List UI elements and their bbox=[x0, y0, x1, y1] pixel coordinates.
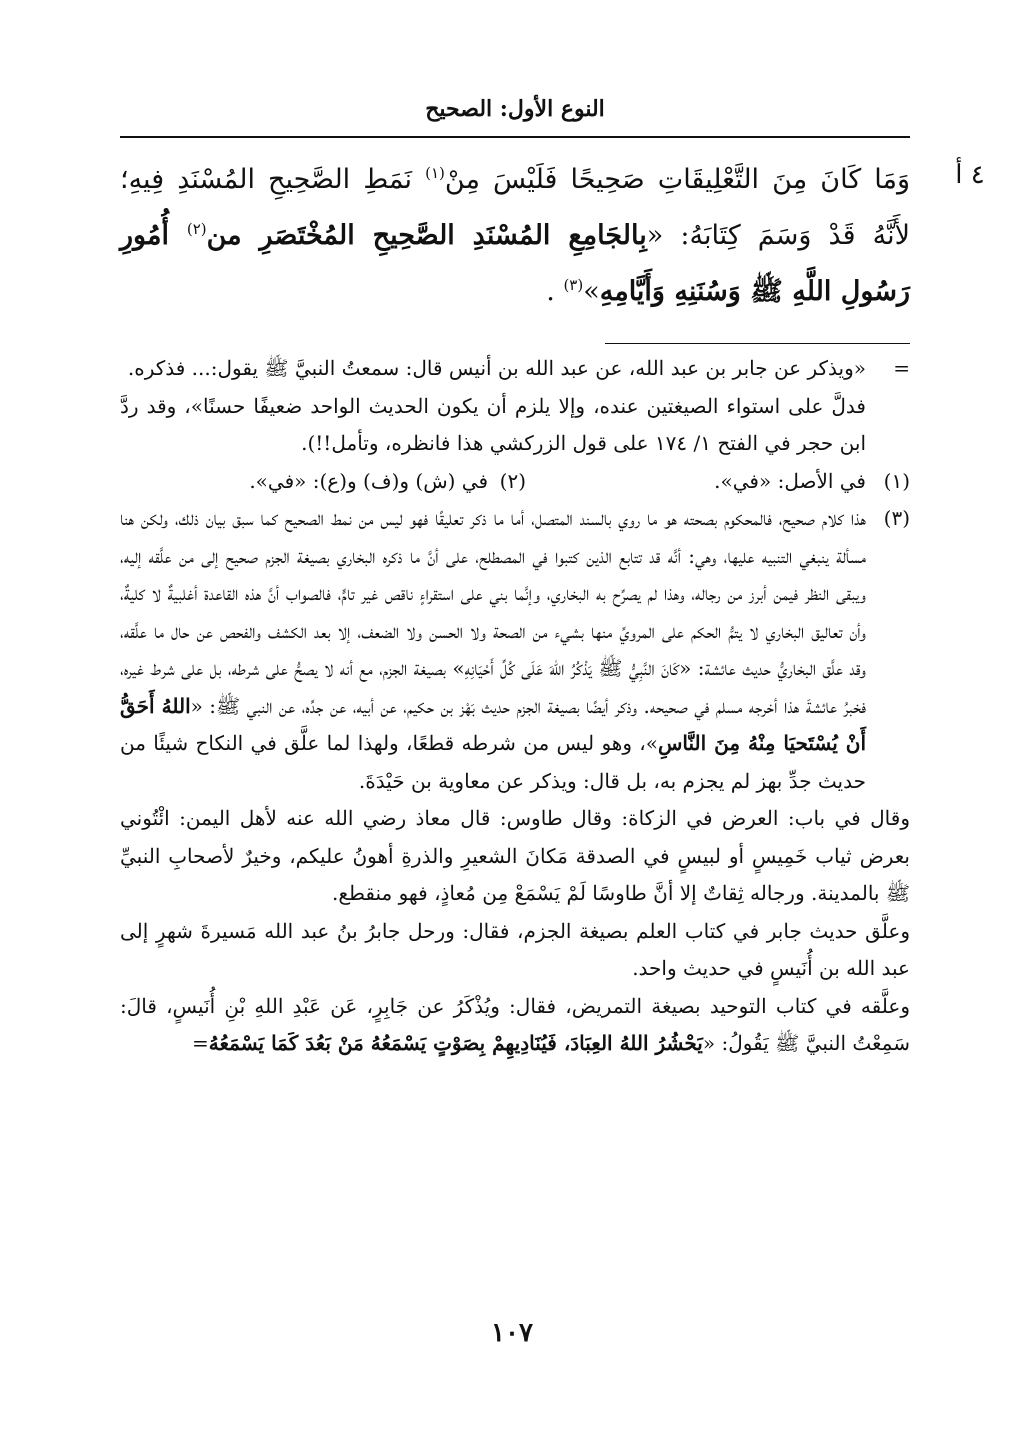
footnote-ref-1[interactable]: (١) bbox=[425, 164, 445, 182]
footnote-1-marker: (١) bbox=[883, 468, 910, 493]
book-title-part2: أُمُورِ رَسُولِ اللَّهِ ﷺ وَسُنَنِهِ وَأَيَّامِهِ bbox=[120, 220, 910, 307]
footnote-continuation bbox=[120, 350, 910, 388]
footnote-3-para-1-end: »، وهو ليس من شرطه قطعًا، ولهذا لما علَّق في النكاح شيئًا من حديث جدِّ بهز لم يجزم به، بل قال: ويذكر عن معاوية بن حَيْدَةَ. bbox=[120, 731, 866, 793]
continuation-text-2: فدلَّ على استواء الصيغتين عنده، وإلا يلزم أن يكون الحديث الواحد ضعيفًا حسنًا»، وقد ردَّ ابن حجر في الفتح ١/ ١٧٤ على قول الزركشي هذا فانظره، وتأمل!!). bbox=[120, 393, 866, 455]
running-header: النوع الأول: الصحيح bbox=[425, 96, 605, 122]
footnote-3 bbox=[120, 500, 910, 800]
footnote-3-hadith-2: يَحْشُرُ اللهُ العِبَادَ، فَيُنَادِيهِمْ بِصَوْتٍ يَسْمَعُهُ مَنْ بَعُدَ كَمَا يَسْمَعُهُ bbox=[208, 1031, 703, 1055]
header-rule bbox=[120, 136, 910, 138]
footnote-separator bbox=[605, 343, 910, 344]
page-number: ١٠٧ bbox=[491, 1318, 533, 1348]
footnote-3-para-3-text: وعلَّق حديث جابر في كتاب العلم بصيغة الجزم، فقال: ورحل جابرُ بنُ عبد الله مَسيرةَ شهرٍ إلى عبد الله بن أُنَيسٍ في حديث واحد. bbox=[120, 918, 910, 980]
main-text-line1-rest: نَمَطِ الصَّحِيحِ المُسْنَدِ فِيهِ؛ لأَنَّهُ قَدْ وَسَمَ كِتَابَهُ: « bbox=[120, 164, 911, 251]
main-text-end: . bbox=[546, 276, 564, 307]
main-text-line1: وَمَا كَانَ مِنَ التَّعْلِيقَاتِ صَحِيحًا فَلَيْسَ مِنْ bbox=[444, 164, 910, 195]
continuation-marker: = bbox=[893, 356, 910, 380]
footnote-3-para-3 bbox=[120, 913, 910, 988]
main-text bbox=[120, 152, 910, 320]
margin-folio-note: ٤ أ bbox=[955, 160, 985, 190]
footnote-3-para-4 bbox=[120, 988, 910, 1063]
footnote-ref-3[interactable]: (٣) bbox=[563, 276, 584, 294]
footnote-2-marker: (٢) bbox=[499, 468, 526, 493]
footnote-3-continuation-mark: = bbox=[192, 1031, 209, 1055]
footnote-3-hadith-1: اللهُ أَحَقُّ أَنْ يُسْتَحيَا مِنْهُ مِنَ النَّاسِ bbox=[120, 693, 867, 755]
footnote-1 bbox=[566, 463, 910, 501]
book-title-part1: بِالجَامِعِ المُسْنَدِ الصَّحِيحِ المُخْتَصَرِ من bbox=[206, 220, 647, 251]
continuation-text-1: «ويذكر عن جابر بن عبد الله، عن عبد الله بن أنيس قال: سمعتُ النبيَّ ﷺ يقول:... فذكره. bbox=[127, 356, 866, 380]
footnote-3-para-2-text: وقال في باب: العرض في الزكاة: وقال طاوس: قال معاذ رضي الله عنه لأهل اليمن: ائْتُوني بعرض ثياب خَمِيسٍ أو لبيسٍ في الصدقة مَكانَ الشعيرِ والذرةِ أهونُ عليكم، وخيرٌ لأصحابِ النبيِّ ﷺ بالمدينة. ورجاله ثِقاتٌ إلا أنَّ طاوسًا لَمْ يَسْمَعْ مِن مُعاذٍ، فهو منقطع. bbox=[120, 806, 910, 905]
footnote-2 bbox=[249, 463, 526, 501]
footnote-3-marker: (٣) bbox=[883, 506, 910, 530]
footnote-3-para-1: هذا كلام صحيح، فالمحكوم بصحته هو ما روي بالسند المتصل، أما ما ذكر تعليقًا فهو ليس من نمط الصحيح كما سبق بيان ذلك، ولكن هنا مسألة ينبغي التنبيه عليها، وهي: أنَّه قد تتابع الذين كتبوا في المصطلح، على أنَّ ما ذكره البخاري بصيغة الجزم صحيح إلى من علَّقه إليه، ويبقى النظر فيمن أبرز من رجاله، وهذا لم يصرِّح به البخاري، وإنَّما بني على استقراءٍ ناقص غير تامٍّ، فالصواب أنَّ هذه القاعدة أغلبيةٌ لا كليةٌ، وأن تعاليق البخاري لا يتمُّ الحكم على المرويِّ منها بشيء من الصحة ولا الحسن ولا الضعف، إلا بعد الكشف والفحص عن حال ما علَّقه، وقد علَّق البخاريُّ حديث عائشة: «كَانَ النَّبِيُّ ﷺ يَذْكُرُ اللهَ عَلَى كُلِّ أَحْيَانِهِ» بصيغة الجزم، مع أنه لا يصحُّ على شرطه، بل على شرط غيره، فخبرُ عائشةَ هذا أخرجه مسلم في صحيحه. وذكر أيضًا بصيغة الجزم حديث بَهْز بن حكيم، عن أبيه، عن جدِّه، عن النبي ﷺ: « bbox=[120, 506, 866, 718]
footnote-3-para-2 bbox=[120, 800, 910, 913]
footnote-2-text: في (ش) و(ف) و(ع): «في». bbox=[249, 468, 488, 493]
footnotes-1-2-row bbox=[120, 463, 910, 501]
footnote-3-para-4-text: وعلَّقه في كتاب التوحيد بصيغة التمريض، فقال: ويُذْكَرُ عن جَابِرٍ، عَن عَبْدِ اللهِ بْنِ أُنَيسٍ، قالَ: سَمِعْتُ النبيَّ ﷺ يَقُولُ: « bbox=[120, 993, 910, 1055]
footnote-1-text: في الأصل: «في». bbox=[714, 468, 866, 493]
footnotes-section bbox=[120, 350, 910, 1063]
footnote-continuation-2 bbox=[120, 388, 910, 463]
footnote-ref-2[interactable]: (٢) bbox=[186, 220, 207, 238]
quote-close: » bbox=[583, 276, 600, 307]
